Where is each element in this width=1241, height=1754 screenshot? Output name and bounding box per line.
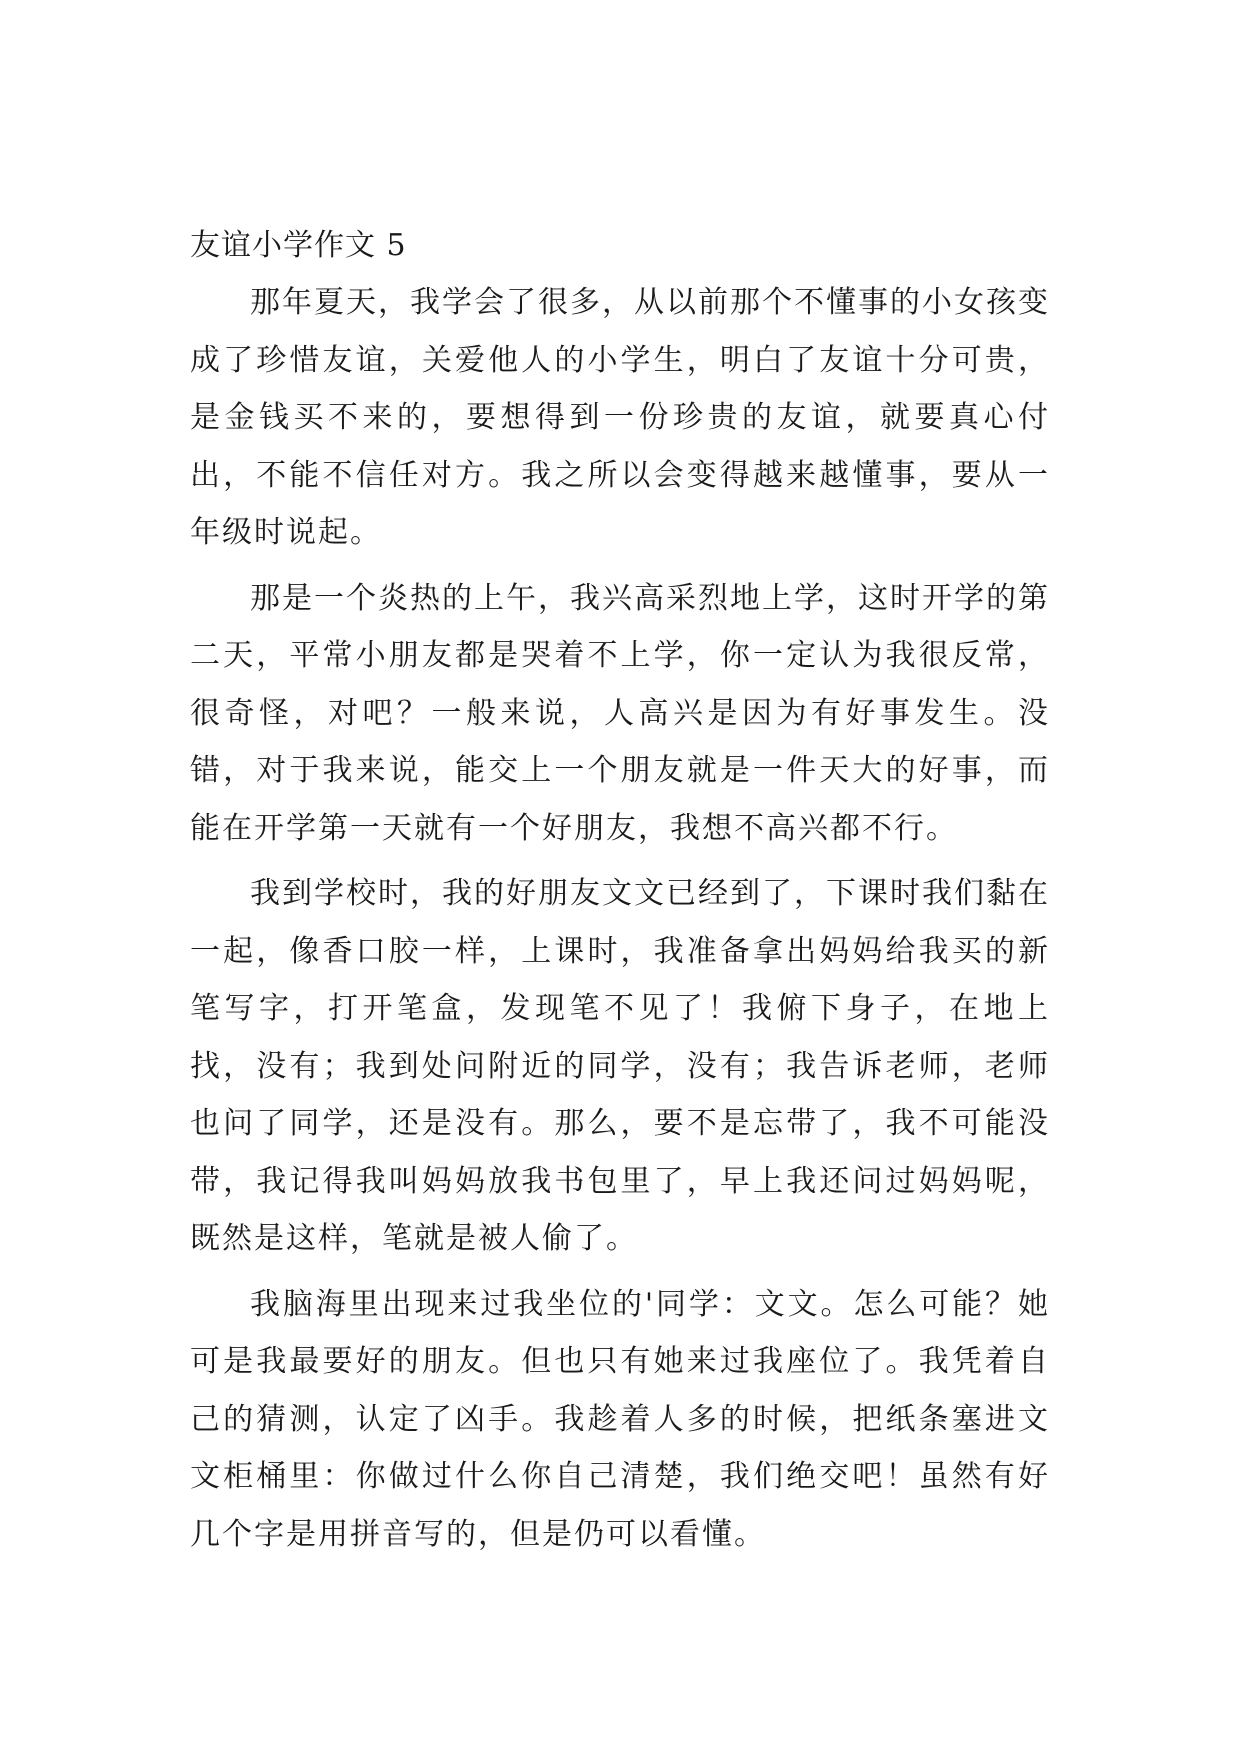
document-body [190,218,1050,1571]
document-title: 友谊小学作文 5 [190,228,407,263]
paragraph-2: 那是一个炎热的上午，我兴高采烈地上学，这时开学的第二天，平常小朋友都是哭着不上学，你一定认为我很反常，很奇怪，对吧？一般来说，人高兴是因为有好事发生。没错，对于我来说，能交上一个朋友就是一件天大的好事，而能在开学第一天就有一个好朋友，我想不高兴都不行。 [190,580,1050,846]
paragraph-3: 我到学校时，我的好朋友文文已经到了，下课时我们黏在一起，像香口胶一样，上课时，我准备拿出妈妈给我买的新笔写字，打开笔盒，发现笔不见了！我俯下身子，在地上找，没有；我到处问附近的同学，没有；我告诉老师，老师也问了同学，还是没有。那么，要不是忘带了，我不可能没带，我记得我叫妈妈放我书包里了，早上我还问过妈妈呢，既然是这样，笔就是被人偷了。 [190,876,1050,1256]
paragraph-1: 那年夏天，我学会了很多，从以前那个不懂事的小女孩变成了珍惜友谊，关爱他人的小学生，明白了友谊十分可贵，是金钱买不来的，要想得到一份珍贵的友谊，就要真心付出，不能不信任对方。我之所以会变得越来越懂事，要从一年级时说起。 [190,285,1050,550]
paragraph-4: 我脑海里出现来过我坐位的'同学：文文。怎么可能？她可是我最要好的朋友。但也只有她来过我座位了。我凭着自己的猜测，认定了凶手。我趁着人多的时候，把纸条塞进文文柜桶里：你做过什么你自己清楚，我们绝交吧！虽然有好几个字是用拼音写的，但是仍可以看懂。 [190,1286,1050,1552]
